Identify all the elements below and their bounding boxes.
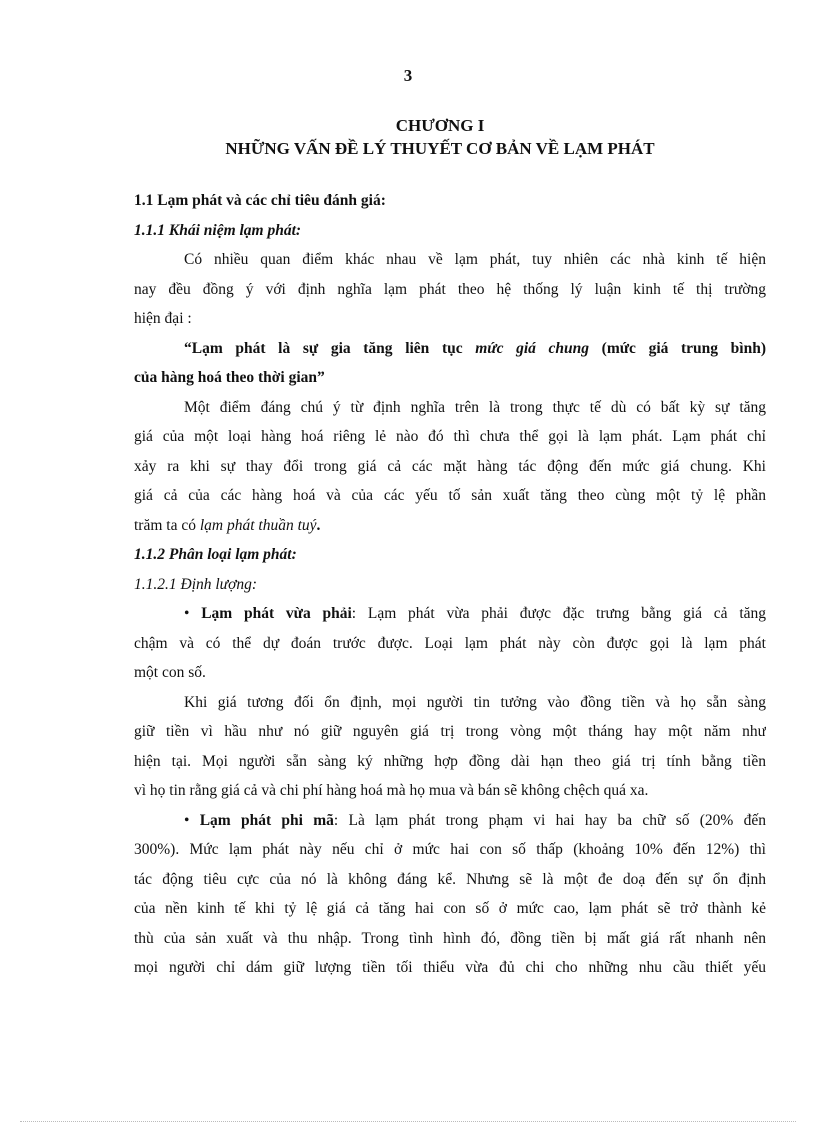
- text-line: vì họ tin rằng giá cả và chi phí hàng hoá mà họ mua và bán sẽ không chệch quá xa.: [134, 782, 649, 799]
- moderate-inflation-term: Lạm phát vừa phải: [201, 605, 352, 622]
- text-line: hiện đại :: [134, 310, 192, 327]
- text-line: Khi giá tương đối ổn định, mọi người tin tưởng vào đồng tiền và họ sẵn sàng: [184, 693, 766, 711]
- page-number: 3: [403, 66, 413, 85]
- subsection-heading-1-1-1: 1.1.1 Khái niệm lạm phát:: [134, 221, 302, 239]
- text-line: của hàng hoá theo thời gian”: [134, 369, 325, 386]
- text-line: [134, 806, 766, 836]
- text-line: giá cả của các hàng hoá và của các yếu tố sản xuất tăng theo cùng một tỷ lệ phần: [134, 487, 766, 504]
- moderate-inflation-item: [134, 599, 766, 688]
- text-line: Có nhiều quan điểm khác nhau về lạm phát, tuy nhiên các nhà kinh tế hiện: [184, 251, 766, 268]
- text-line: chậm và có thể dự đoán trước được. Loại lạm phát này còn được gọi là lạm phát: [134, 634, 766, 652]
- chapter-label: CHƯƠNG I: [395, 116, 485, 135]
- text-line: 300%). Mức lạm phát này nếu chỉ ở mức hai con số thấp (khoảng 10% đến 12%) thì: [134, 841, 766, 858]
- text-line: một con số.: [134, 664, 206, 681]
- bullet-icon: •: [184, 605, 190, 622]
- text-line: mọi người chỉ dám giữ lượng tiền tối thiểu vừa đủ chi cho những nhu cầu thiết yếu: [134, 959, 766, 976]
- subsection-heading-1-1-2-1: 1.1.2.1 Định lượng:: [134, 575, 258, 593]
- inflation-definition-quote: [134, 334, 766, 393]
- text-span: .: [316, 516, 321, 534]
- paragraph-definition-note: [134, 393, 766, 541]
- text-line: thù của sản xuất và thu nhập. Trong tình hình đó, đồng tiền bị mất giá rất nhanh nên: [134, 929, 766, 947]
- galloping-inflation-item: [134, 806, 766, 983]
- text-line: hiện tại. Mọi người sẵn sàng ký những hợp đồng dài hạn theo giá trị tính bằng tiền: [134, 752, 766, 770]
- text-line: của nền kinh tế khi tỷ lệ giá cả tăng hai con số ở mức cao, lạm phát sẽ trở thành kẻ: [134, 900, 766, 917]
- subsection-heading-1-1-2: 1.1.2 Phân loại lạm phát:: [134, 546, 297, 563]
- text-line: xảy ra khi sự thay đổi trong giá cả các mặt hàng tác động đến mức giá chung. Khi: [134, 457, 766, 475]
- chapter-heading: [0, 114, 816, 160]
- text-line: [134, 511, 766, 541]
- paragraph-stable-prices: [134, 688, 766, 806]
- text-line: giữ tiền vì hầu như nó giữ nguyên giá trị trong vòng một tháng hay một năm như: [134, 723, 766, 740]
- text-line: giá của một loại hàng hoá riêng lẻ nào đó thì chưa thể gọi là lạm phát. Lạm phát chỉ: [134, 428, 766, 445]
- paragraph-definition-intro: [134, 245, 766, 334]
- galloping-inflation-term: Lạm phát phi mã: [199, 811, 334, 829]
- text-line: [134, 599, 766, 629]
- quote-emphasis: mức giá chung: [475, 339, 590, 357]
- bullet-icon: •: [184, 811, 190, 829]
- text-line: nay đều đồng ý với định nghĩa lạm phát theo hệ thống lý luận kinh tế thị trường: [134, 280, 766, 298]
- page-bottom-rule: [20, 1121, 796, 1122]
- pure-inflation-term: lạm phát thuần tuý: [199, 516, 317, 534]
- chapter-title: NHỮNG VẤN ĐỀ LÝ THUYẾT CƠ BẢN VỀ LẠM PHÁT: [225, 139, 655, 158]
- text-line: Một điểm đáng chú ý từ định nghĩa trên là trong thực tế dù có bất kỳ sự tăng: [184, 398, 766, 416]
- text-span: : Lạm phát vừa phải được đặc trưng bằng giá cả tăng: [351, 605, 766, 622]
- text-span: : Là lạm phát trong phạm vi hai hay ba chữ số (20% đến: [333, 811, 766, 829]
- text-line: [134, 334, 766, 364]
- quote-part: “Lạm phát là sự gia tăng liên tục: [184, 339, 476, 357]
- text-span: trăm ta có: [134, 516, 200, 534]
- section-heading-1-1: 1.1 Lạm phát và các chỉ tiêu đánh giá:: [134, 192, 386, 209]
- text-line: tác động tiêu cực của nó là không đáng kể. Nhưng sẽ là một đe doạ đến sự ổn định: [134, 870, 766, 888]
- document-body: [134, 186, 766, 983]
- quote-part: (mức giá trung bình): [589, 339, 766, 357]
